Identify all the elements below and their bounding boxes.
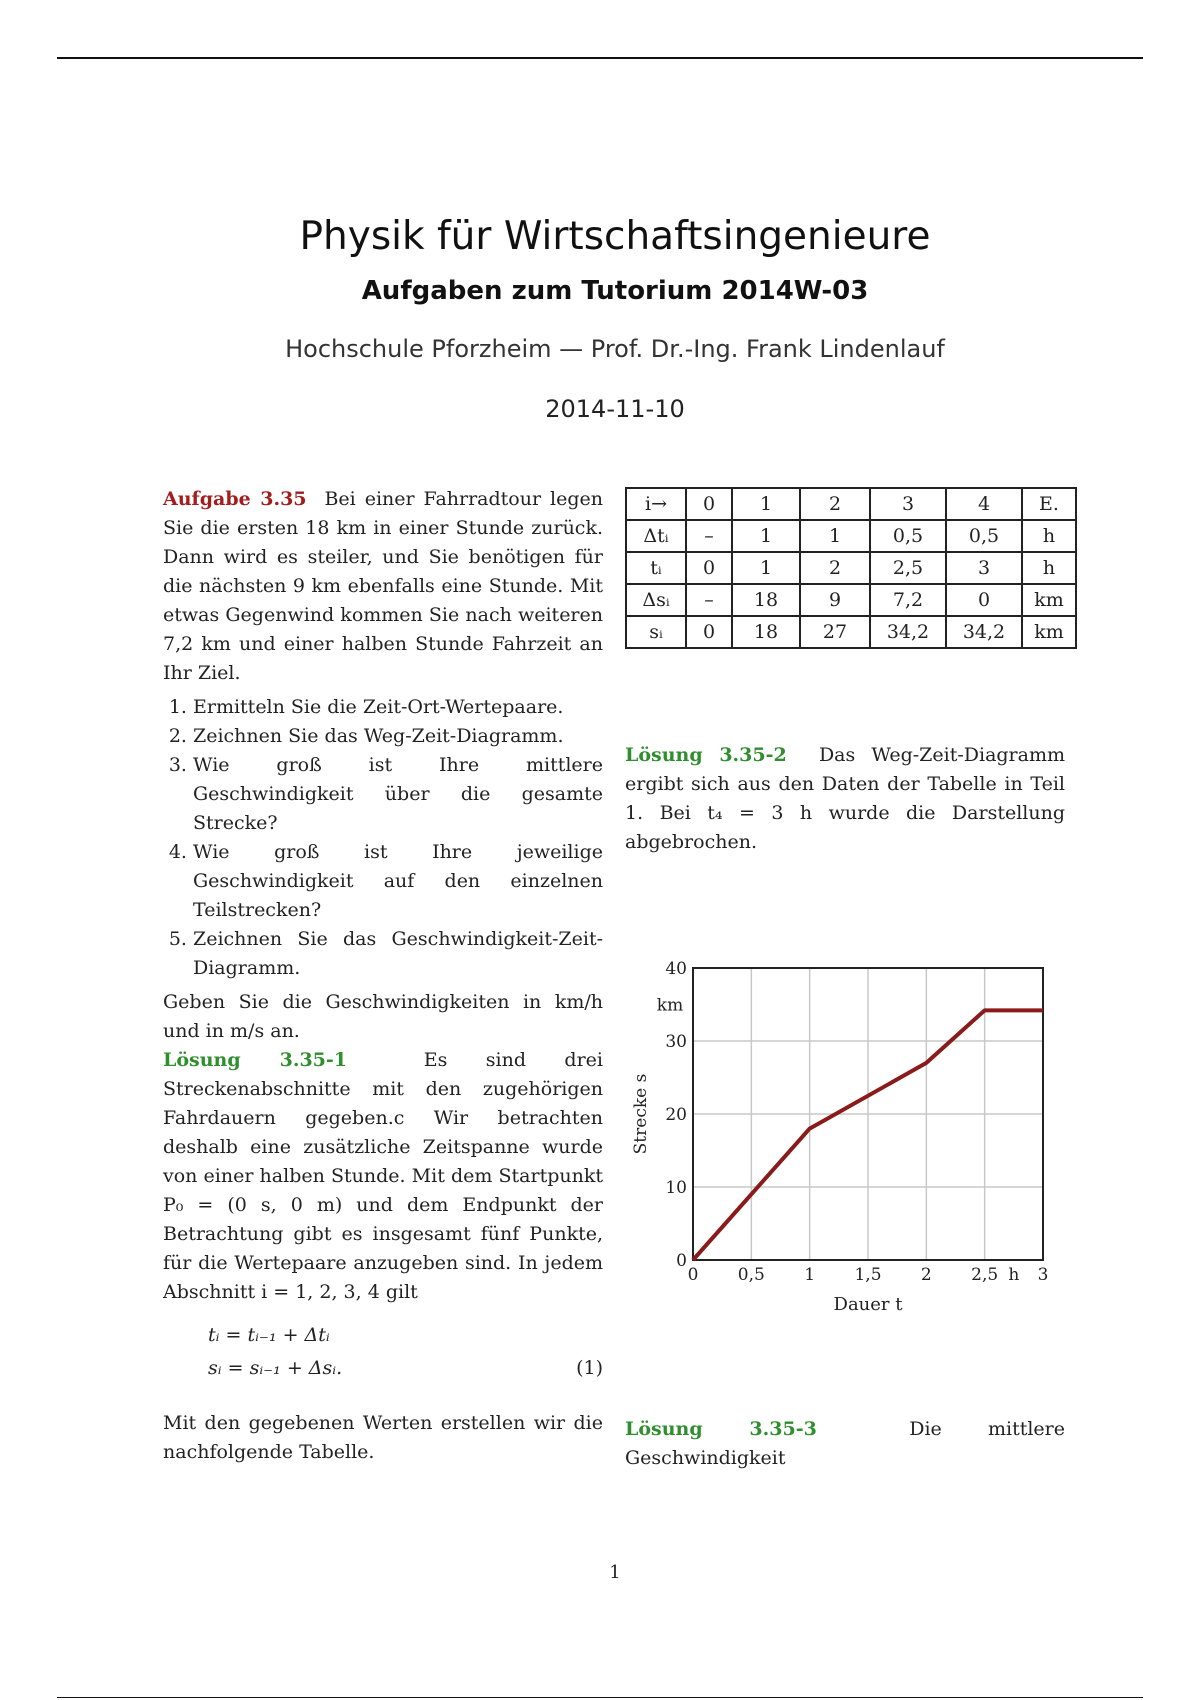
solution3-text: Die mittlere Geschwindigkeit bbox=[625, 1418, 1066, 1469]
table-cell: sᵢ bbox=[626, 616, 686, 648]
page-subtitle: Aufgaben zum Tutorium 2014W-03 bbox=[361, 276, 869, 306]
task-label: Aufgabe 3.35 bbox=[163, 488, 307, 510]
equation-number: (1) bbox=[576, 1357, 603, 1379]
table-cell: – bbox=[686, 520, 732, 552]
list-item: 1. Ermitteln Sie die Zeit-Ort-Wertepaare. bbox=[193, 693, 603, 722]
table-cell: h bbox=[1022, 552, 1076, 584]
list-item: 4. Wie groß ist Ihre jeweilige Geschwindigkeit auf den einzelnen Teilstrecken? bbox=[193, 838, 603, 925]
table-cell: 34,2 bbox=[870, 616, 946, 648]
task-intro: Bei einer Fahrradtour legen Sie die ersten 18 km in einer Stunde zurück. Dann wird es steiler, und Sie benötigen für die nächsten 9 km ebenfalls eine Stunde. Mit etwas Gegenwind kommen Sie nach weiteren 7,2 km und einer halben Stunde Fahrzeit an Ihr Ziel. bbox=[163, 488, 603, 684]
list-item: 5. Zeichnen Sie das Geschwindigkeit-Zeit-Diagramm. bbox=[193, 925, 603, 983]
list-item: 2. Zeichnen Sie das Weg-Zeit-Diagramm. bbox=[193, 722, 603, 751]
solution2-text: Das Weg-Zeit-Diagramm ergibt sich aus den Daten der Tabelle in Teil 1. Bei t₄ = 3 h wurde die Darstellung abgebrochen. bbox=[625, 744, 1066, 853]
y-tick-label: 10 bbox=[665, 1178, 687, 1198]
equation-block bbox=[163, 1321, 603, 1401]
institution: Hochschule Pforzheim — Prof. Dr.-Ing. Frank Lindenlauf bbox=[285, 335, 945, 363]
y-tick-label: 20 bbox=[665, 1105, 687, 1125]
x-tick-label: 0,5 bbox=[737, 1265, 765, 1285]
table-row bbox=[626, 520, 1076, 552]
equation-distance: sᵢ = sᵢ₋₁ + Δsᵢ. bbox=[208, 1357, 343, 1379]
table-cell: 0,5 bbox=[870, 520, 946, 552]
x-tick-label: 1,5 bbox=[854, 1265, 882, 1285]
table-cell: 0 bbox=[686, 488, 732, 520]
solution1-after: Mit den gegebenen Werten erstellen wir die nachfolgende Tabelle. bbox=[163, 1412, 603, 1463]
task-paragraph bbox=[163, 485, 603, 688]
table-cell: 27 bbox=[800, 616, 870, 648]
table-cell: tᵢ bbox=[626, 552, 686, 584]
table-row bbox=[626, 488, 1076, 520]
page-title: Physik für Wirtschaftsingenieure bbox=[299, 214, 931, 259]
solution1-paragraph bbox=[163, 1046, 603, 1307]
y-unit-label: km bbox=[656, 995, 684, 1016]
x-tick-label: 2,5 bbox=[971, 1265, 999, 1285]
x-tick-label: 0 bbox=[687, 1265, 699, 1285]
solution3-label: Lösung 3.35-3 bbox=[625, 1418, 817, 1440]
table-cell: h bbox=[1022, 520, 1076, 552]
left-column bbox=[163, 485, 603, 1467]
task-note: Geben Sie die Geschwindigkeiten in km/h und in m/s an. bbox=[163, 991, 603, 1042]
solution2-paragraph bbox=[625, 741, 1065, 857]
table-cell: 1 bbox=[732, 520, 800, 552]
x-tick-labels bbox=[688, 1265, 1049, 1285]
bottom-rule bbox=[57, 1697, 1143, 1698]
table-row bbox=[626, 584, 1076, 616]
x-unit-label: h bbox=[1008, 1265, 1020, 1285]
values-table bbox=[625, 487, 1077, 649]
table-cell: 18 bbox=[732, 616, 800, 648]
x-tick-label: 1 bbox=[804, 1265, 816, 1285]
task-list bbox=[163, 693, 603, 983]
y-axis-label: Strecke s bbox=[631, 1073, 651, 1155]
table-cell: 0 bbox=[946, 584, 1022, 616]
y-tick-label: 40 bbox=[665, 959, 687, 979]
table-cell: 1 bbox=[732, 488, 800, 520]
list-item: 3. Wie groß ist Ihre mittlere Geschwindigkeit über die gesamte Strecke? bbox=[193, 751, 603, 838]
table-cell: 2,5 bbox=[870, 552, 946, 584]
table-cell: km bbox=[1022, 616, 1076, 648]
table-cell: 7,2 bbox=[870, 584, 946, 616]
table-cell: 4 bbox=[946, 488, 1022, 520]
table-cell: 0 bbox=[686, 616, 732, 648]
y-tick-label: 30 bbox=[665, 1032, 687, 1052]
table-cell: 34,2 bbox=[946, 616, 1022, 648]
x-tick-label: 2 bbox=[920, 1265, 932, 1285]
solution2-label: Lösung 3.35-2 bbox=[625, 744, 787, 766]
equation-time: tᵢ = tᵢ₋₁ + Δtᵢ bbox=[208, 1324, 330, 1346]
table-cell: 3 bbox=[870, 488, 946, 520]
solution3-paragraph bbox=[625, 1415, 1065, 1473]
table-cell: 1 bbox=[732, 552, 800, 584]
table-cell: 3 bbox=[946, 552, 1022, 584]
top-rule bbox=[57, 57, 1143, 59]
page-number: 1 bbox=[609, 1562, 621, 1583]
solution1-text: Es sind drei Streckenabschnitte mit den zugehörigen Fahrdauern gegeben.c Wir betrachten deshalb eine zusätzliche Zeitspanne wurde von einer halben Stunde. Mit dem Startpunkt P₀ = (0 s, 0 m) und dem Endpunkt der Betrachtung gibt es insgesamt fünf Punkte, für die Wertepaare anzugeben sind. In jedem Abschnitt i = 1, 2, 3, 4 gilt bbox=[163, 1049, 603, 1303]
table-cell: 1 bbox=[800, 520, 870, 552]
y-tick-label: 0 bbox=[676, 1251, 687, 1271]
table-cell: E. bbox=[1022, 488, 1076, 520]
table-row bbox=[626, 552, 1076, 584]
x-tick-label: 3 bbox=[1037, 1265, 1049, 1285]
table-cell: 18 bbox=[732, 584, 800, 616]
table-cell: 0 bbox=[686, 552, 732, 584]
date: 2014-11-10 bbox=[545, 395, 685, 423]
table-cell: Δsᵢ bbox=[626, 584, 686, 616]
distance-time-chart bbox=[620, 950, 1060, 1330]
table-cell: 2 bbox=[800, 488, 870, 520]
table-row bbox=[626, 616, 1076, 648]
table-cell: – bbox=[686, 584, 732, 616]
x-axis-label: Dauer t bbox=[833, 1294, 903, 1315]
table-cell: i→ bbox=[626, 488, 686, 520]
table-cell: 0,5 bbox=[946, 520, 1022, 552]
solution1-label: Lösung 3.35-1 bbox=[163, 1049, 347, 1071]
table-cell: km bbox=[1022, 584, 1076, 616]
table-cell: 9 bbox=[800, 584, 870, 616]
table-cell: Δtᵢ bbox=[626, 520, 686, 552]
table-cell: 2 bbox=[800, 552, 870, 584]
